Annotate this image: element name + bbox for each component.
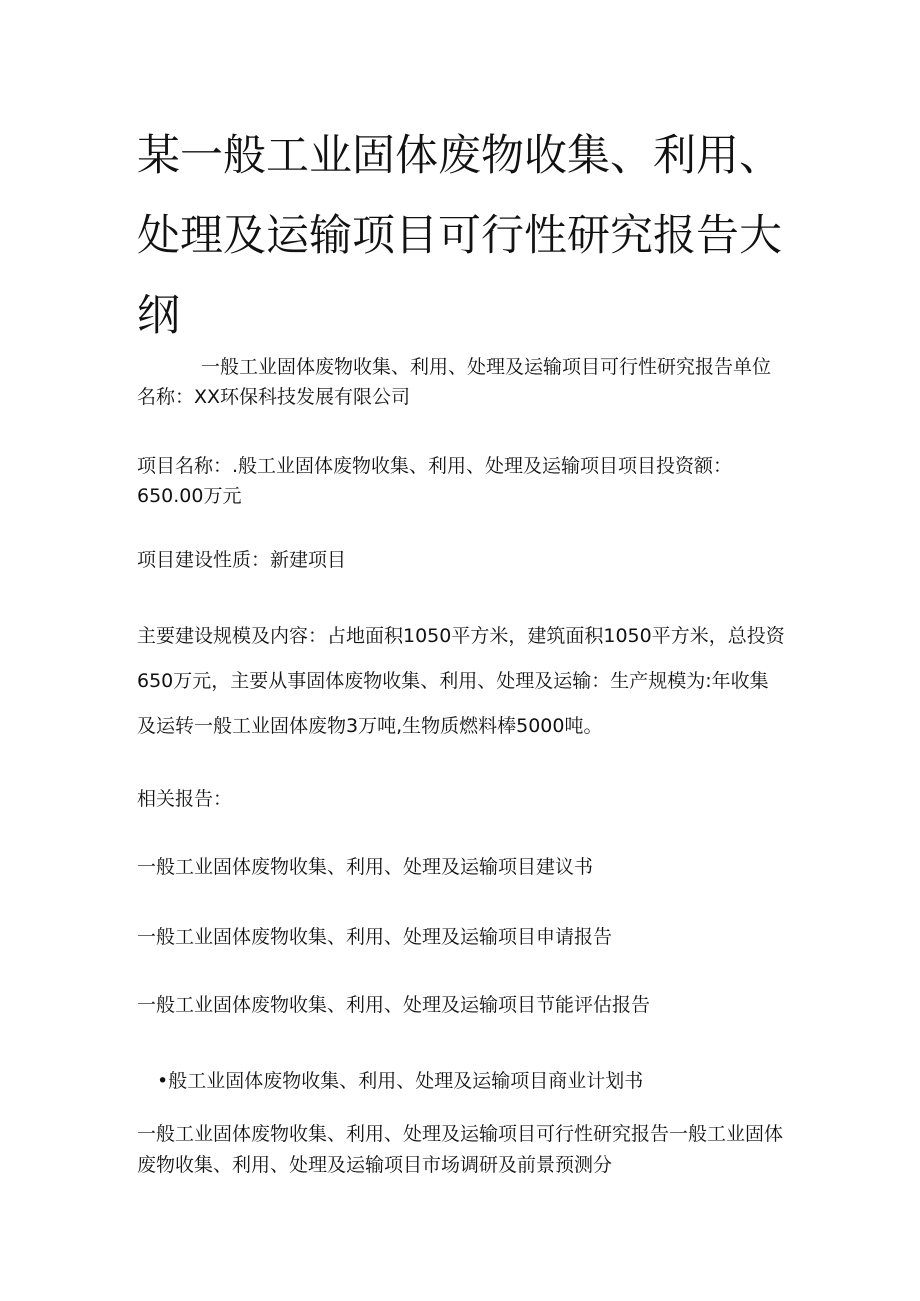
related-reports-heading: 相关报告： — [137, 788, 233, 810]
scale-content-paragraph: 主要建设规模及内容：占地面积1050平方米，建筑面积1050平方米，总投资650万元，主要从事固体废物收集、利用、处理及运输：生产规模为:年收集及运转一般工业固体废物3万吨,生物质燃料棒5000吨。 — [137, 625, 785, 737]
project-name-paragraph: 项目名称：.般工业固体废物收集、利用、处理及运输项目项目投资额：650.00万元 — [137, 455, 733, 507]
related-report-item: 一般工业固体废物收集、利用、处理及运输项目节能评估报告 — [137, 994, 651, 1016]
project-nature-paragraph: 项目建设性质：新建项目 — [137, 549, 347, 571]
document-title: 某一般工业固体废物收集、利用、处理及运输项目可行性研究报告大纲 — [137, 131, 782, 341]
closing-paragraph: 一般工业固体废物收集、利用、处理及运输项目可行性研究报告一般工业固体废物收集、利用、处理及运输项目市场调研及前景预测分 — [137, 1123, 784, 1176]
intro-paragraph: 一般工业固体废物收集、利用、处理及运输项目可行性研究报告单位名称：XX环保科技发展有限公司 — [137, 356, 772, 408]
related-report-item: 一般工业固体废物收集、利用、处理及运输项目申请报告 — [137, 926, 613, 948]
related-report-item: 一般工业固体废物收集、利用、处理及运输项目建议书 — [137, 856, 594, 878]
related-report-item: •般工业固体废物收集、利用、处理及运输项目商业计划书 — [157, 1070, 644, 1092]
